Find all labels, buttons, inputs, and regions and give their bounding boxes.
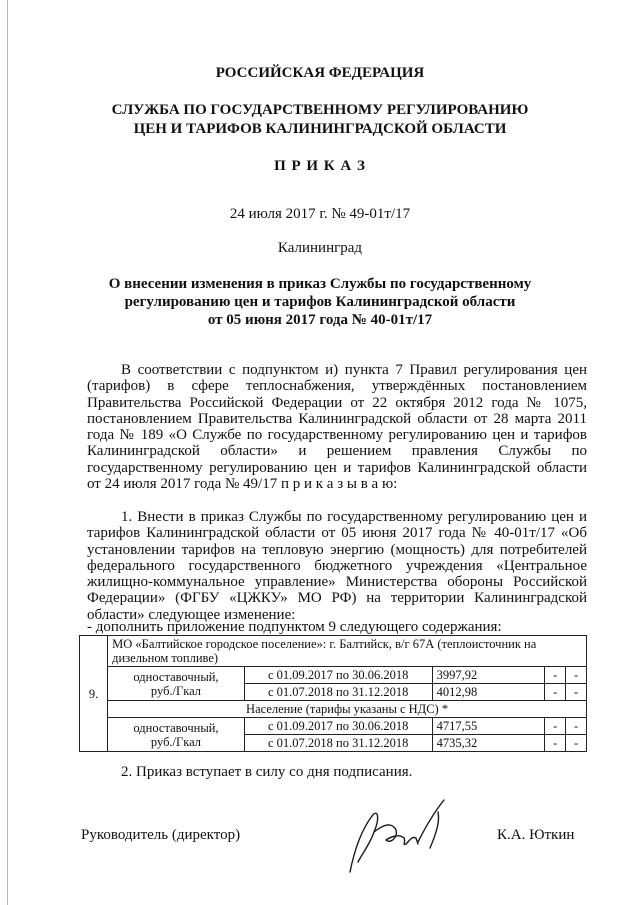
table-row: [80, 667, 587, 684]
country-heading: РОССИЙСКАЯ ФЕДЕРАЦИЯ: [215, 65, 425, 81]
value-cell: 3997,92: [432, 667, 545, 684]
period-cell: с 01.09.2017 по 30.06.2018: [244, 667, 432, 684]
agency-heading-line1: СЛУЖБА ПО ГОСУДАРСТВЕННОМУ РЕГУЛИРОВАНИЮ: [111, 102, 529, 118]
value-cell: 4735,32: [432, 735, 545, 752]
row-number-cell: 9.: [80, 636, 108, 752]
dash-cell: -: [545, 735, 566, 752]
rate-label-line2: руб./Гкал: [150, 683, 202, 698]
municipality-cell: МО «Балтийское городское поселение»: г. Балтийск, в/г 67А (теплоисточник на дизельном топливе): [108, 636, 587, 667]
clause-1-paragraph: 1. Внести в приказ Службы по государственному регулированию цен и тарифов Калининградской области от 05 июня 2017 года № 40-01т/17 «Об установлении тарифов на тепловую энергию (мощность) для потребителей федерального государственного бюджетного учреждения «Центральное жилищно-коммунальное управление» Министерства обороны Российской Федерации» (ФГБУ «ЦЖКУ» МО РФ) на территории Калининградской области» следующее изменение:: [87, 509, 587, 623]
doc-type-heading: П Р И К А З: [274, 158, 366, 174]
signature-icon: [340, 792, 460, 882]
period-cell: с 01.07.2018 по 31.12.2018: [244, 684, 432, 701]
dash-cell: -: [566, 735, 587, 752]
subject-line3: от 05 июня 2017 года № 40-01т/17: [207, 312, 433, 328]
doc-city: Калининград: [277, 240, 363, 256]
signer-position: Руководитель (директор): [81, 827, 241, 843]
preamble-paragraph: В соответствии с подпунктом и) пункта 7 Правил регулирования цен (тарифов) в сфере теплоснабжения, утверждённых постановлением Правительства Российской Федерации от 22 октября 2012 года № 1075, постановлением Правительства Калининградской области от 28 марта 2011 года № 189 «О Службе по государственному регулированию цен и тарифов Калининградской области» и решением правления Службы по государственному регулированию цен и тарифов Калининградской области от 24 июля 2017 года № 49/17 п р и к а з ы в а ю:: [87, 362, 587, 493]
subject-line2: регулированию цен и тарифов Калининградской области: [124, 294, 516, 310]
agency-heading-line2: ЦЕН И ТАРИФОВ КАЛИНИНГРАДСКОЙ ОБЛАСТИ: [133, 121, 507, 137]
clause-2-paragraph: 2. Приказ вступает в силу со дня подписания.: [121, 764, 413, 780]
value-cell: 4717,55: [432, 718, 545, 735]
table-row: [80, 701, 587, 718]
dash-cell: -: [545, 684, 566, 701]
table-row: [80, 636, 587, 667]
rate-label-line1: одноставочный,: [133, 720, 219, 735]
dash-cell: -: [566, 684, 587, 701]
table-row: [80, 718, 587, 735]
dash-cell: -: [566, 667, 587, 684]
population-header-cell: Население (тарифы указаны с НДС) *: [108, 701, 587, 718]
rate-label-cell: [108, 718, 245, 752]
period-cell: с 01.09.2017 по 30.06.2018: [244, 718, 432, 735]
value-cell: 4012,98: [432, 684, 545, 701]
rate-label-line2: руб./Гкал: [150, 734, 202, 749]
rate-label-cell: [108, 667, 245, 701]
tariff-table: [79, 635, 587, 752]
dash-cell: -: [566, 718, 587, 735]
dash-cell: -: [545, 667, 566, 684]
rate-label-line1: одноставочный,: [133, 669, 219, 684]
dash-cell: -: [545, 718, 566, 735]
subject-line1: О внесении изменения в приказ Службы по государственному: [108, 276, 532, 292]
period-cell: с 01.07.2018 по 31.12.2018: [244, 735, 432, 752]
signer-name: К.А. Юткин: [497, 827, 575, 843]
amendment-intro: - дополнить приложение подпунктом 9 следующего содержания:: [87, 619, 502, 635]
doc-date-number: 24 июля 2017 г. № 49-01т/17: [229, 206, 411, 222]
